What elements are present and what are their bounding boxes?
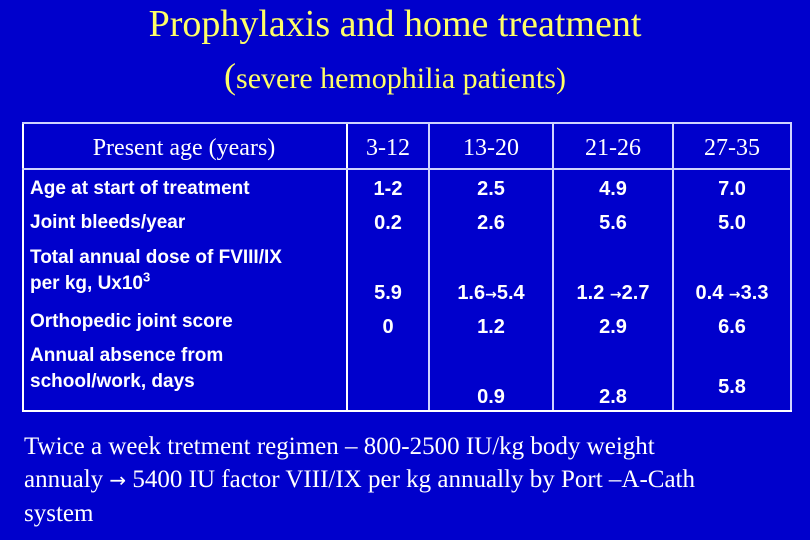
header-col-3: 21-26 (585, 135, 641, 161)
cell-joint-bleeds-2: 2.6 (477, 212, 505, 234)
cell-absence-2: 0.9 (477, 386, 505, 408)
cell-ortho-4: 6.6 (718, 316, 746, 338)
data-table (22, 122, 792, 412)
cell-ortho-3: 2.9 (599, 316, 627, 338)
cell-absence-3: 2.8 (599, 386, 627, 408)
cell-ortho-2: 1.2 (477, 316, 505, 338)
row-label-absence-line1: Annual absence from (30, 345, 224, 366)
title-line-1: Prophylaxis and home treatment (148, 3, 642, 45)
row-label-absence-line2: school/work, days (30, 371, 195, 392)
cell-absence-4: 5.8 (718, 376, 746, 398)
arrow-icon: → (109, 468, 127, 492)
cell-ortho-1: 0 (382, 316, 394, 338)
arrow-icon: → (728, 287, 741, 303)
header-divider (22, 168, 792, 170)
cell-age-start-1: 1-2 (373, 178, 403, 200)
cell-joint-bleeds-4: 5.0 (718, 212, 746, 234)
cell-age-start-4: 7.0 (718, 178, 746, 200)
header-col-2: 13-20 (463, 135, 519, 161)
footnote-line-2a: annualy (24, 466, 110, 493)
arrow-icon: → (609, 287, 622, 303)
row-label-dose-line1: Total annual dose of FVIII/IX (30, 247, 282, 268)
header-label: Present age (years) (92, 135, 276, 161)
cell-dose-3-to: 2.7 (621, 282, 650, 304)
footnote-line-2b: 5400 IU factor VIII/IX per kg annually by Port –A-Cath (126, 466, 696, 493)
cell-dose-4 (674, 280, 790, 308)
header-col-1: 3-12 (366, 135, 410, 161)
header-col-4: 27-35 (704, 135, 760, 161)
row-label-joint-bleeds: Joint bleeds/year (30, 212, 186, 233)
footnote (24, 430, 804, 530)
cell-dose-3-from: 1.2 (576, 282, 605, 304)
row-label-age-start: Age at start of treatment (30, 178, 250, 199)
table-bottom-border (22, 410, 792, 412)
row-label-ortho: Orthopedic joint score (30, 311, 233, 332)
cell-joint-bleeds-1: 0.2 (374, 212, 402, 234)
cell-age-start-2: 2.5 (477, 178, 505, 200)
cell-dose-1: 5.9 (374, 282, 402, 304)
cell-dose-2 (430, 280, 552, 308)
cell-dose-2-to: 5.4 (496, 282, 525, 304)
cell-dose-4-to: 3.3 (740, 282, 769, 304)
cell-age-start-3: 4.9 (599, 178, 627, 200)
title-paren: ( (224, 56, 237, 96)
footnote-line-3: system (24, 500, 94, 527)
row-label-dose-sup: 3 (143, 269, 151, 285)
row-label-dose (30, 245, 282, 297)
row-label-dose-text: per kg, Ux10 (30, 273, 143, 294)
cell-joint-bleeds-3: 5.6 (599, 212, 627, 234)
arrow-icon: → (485, 287, 497, 303)
row-label-absence (30, 343, 223, 395)
row-label-dose-line2 (30, 271, 282, 297)
footnote-line-2 (24, 463, 804, 497)
cell-dose-4-from: 0.4 (695, 282, 724, 304)
cell-dose-2-from: 1.6 (457, 282, 486, 304)
title-line-2 (0, 54, 790, 101)
title-line-2-text: severe hemophilia patients) (236, 62, 566, 95)
cell-dose-3 (554, 280, 672, 308)
footnote-line-1: Twice a week tretment regimen – 800-2500 IU/kg body weight (24, 433, 655, 460)
